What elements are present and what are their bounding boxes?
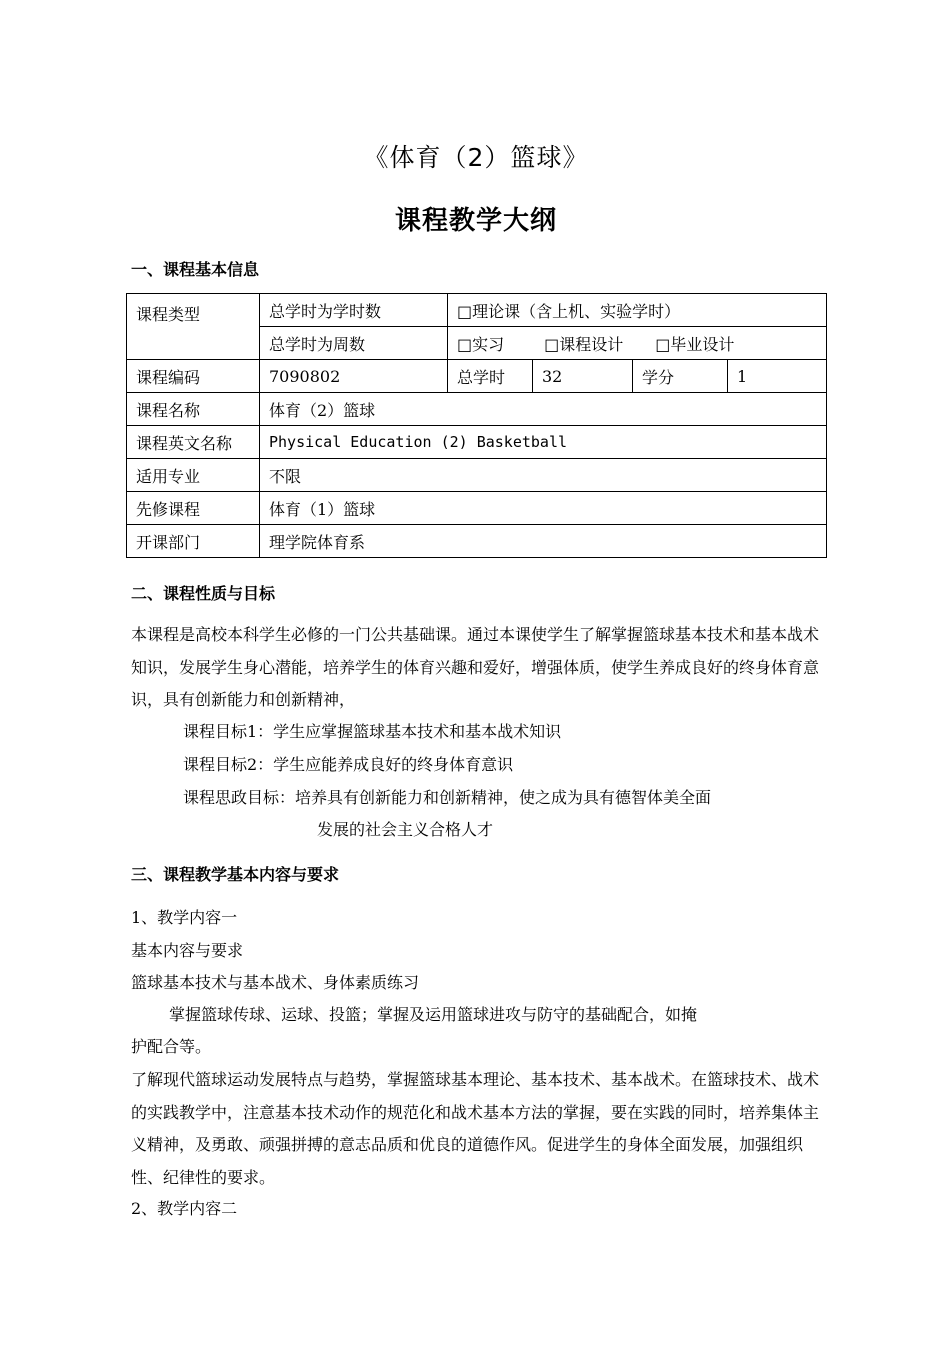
content-item-1-title: 1、教学内容一 <box>131 908 238 927</box>
prerequisite-value: 体育（1）篮球 <box>260 492 827 525</box>
course-goal-2: 课程目标2：学生应能养成良好的终身体育意识 <box>183 755 514 774</box>
course-name-value: 体育（2）篮球 <box>260 393 827 426</box>
hours-by-credit-cell: 总学时为学时数 <box>260 294 448 327</box>
total-hours-label: 总学时 <box>448 360 533 393</box>
department-value: 理学院体育系 <box>260 525 827 558</box>
course-code-label: 课程编码 <box>127 360 260 393</box>
content-item-1-subtitle: 基本内容与要求 <box>131 941 244 960</box>
course-type-label: 课程类型 <box>127 294 260 360</box>
course-name-label: 课程名称 <box>127 393 260 426</box>
course-design-option: □课程设计 <box>544 334 624 354</box>
content-item-1-paragraph-1-continued: 护配合等。 <box>131 1037 212 1056</box>
credit-value: 1 <box>728 360 827 393</box>
section-heading-content: 三、课程教学基本内容与要求 <box>131 865 340 884</box>
theory-option: □理论课（含上机、实验学时） <box>448 294 827 327</box>
ideological-goal: 课程思政目标：培养具有创新能力和创新精神，使之成为具有德智体美全面 <box>183 788 712 807</box>
ideological-goal-continued: 发展的社会主义合格人才 <box>317 820 494 839</box>
hours-by-week-cell: 总学时为周数 <box>260 327 448 360</box>
content-item-2-title: 2、教学内容二 <box>131 1199 238 1218</box>
content-item-1-topic: 篮球基本技术与基本战术、身体素质练习 <box>131 973 420 992</box>
prerequisite-label: 先修课程 <box>127 492 260 525</box>
course-title: 《体育（2）篮球》 <box>363 143 589 172</box>
department-label: 开课部门 <box>127 525 260 558</box>
course-code-value: 7090802 <box>260 360 448 393</box>
course-info-table <box>126 293 827 558</box>
document-subtitle: 课程教学大纲 <box>394 206 557 236</box>
course-goal-1: 课程目标1：学生应掌握篮球基本技术和基本战术知识 <box>183 722 562 741</box>
section-heading-nature-goals: 二、课程性质与目标 <box>131 584 276 603</box>
major-label: 适用专业 <box>127 459 260 492</box>
credit-label: 学分 <box>633 360 728 393</box>
major-value: 不限 <box>260 459 827 492</box>
total-hours-value: 32 <box>533 360 633 393</box>
practice-option: □实习 <box>457 334 505 354</box>
content-item-1-paragraph-1: 掌握篮球传球、运球、投篮；掌握及运用篮球进攻与防守的基础配合，如掩 <box>169 1005 698 1024</box>
course-intro-paragraph: 本课程是高校本科学生必修的一门公共基础课。通过本课使学生了解掌握篮球基本技术和基本战术知识，发展学生身心潜能，培养学生的体育兴趣和爱好，增强体质，使学生养成良好的终身体育意识，具有创新能力和创新精神， <box>131 625 820 709</box>
english-name-value: Physical Education (2) Basketball <box>260 426 827 459</box>
content-item-1-paragraph-2: 了解现代篮球运动发展特点与趋势，掌握篮球基本理论、基本技术、基本战术。在篮球技术、战术的实践教学中，注意基本技术动作的规范化和战术基本方法的掌握，要在实践的同时，培养集体主义精神，及勇敢、顽强拼搏的意志品质和优良的道德作风。促进学生的身体全面发展，加强组织性、纪律性的要求。 <box>131 1070 820 1187</box>
thesis-option: □毕业设计 <box>655 334 735 354</box>
english-name-label: 课程英文名称 <box>127 426 260 459</box>
section-heading-basic-info: 一、课程基本信息 <box>131 260 260 279</box>
course-form-options <box>448 327 827 360</box>
